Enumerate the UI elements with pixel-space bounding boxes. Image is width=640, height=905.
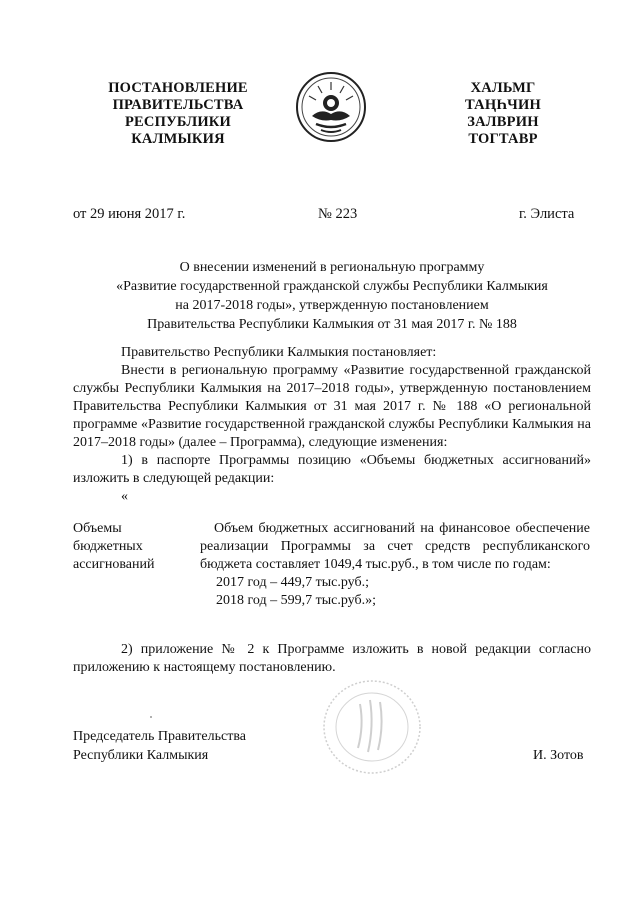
- table-value-text: Объем бюджетных ассигнований на финансовое обеспечение реализации Программы за счет средств республиканского бюджета составляет 1049,4 тыс.руб., в том числе по годам:: [200, 521, 590, 572]
- decree-number: № 223: [318, 206, 358, 222]
- table-label: [73, 520, 193, 574]
- signatory-position: [73, 727, 246, 765]
- signatory-position-line: Председатель Правительства: [73, 729, 246, 744]
- title-line: «Развитие государственной гражданской службы Республики Калмыкия: [116, 279, 548, 294]
- header-left-line: ПРАВИТЕЛЬСТВА: [112, 97, 244, 113]
- header-right-line: ЗАЛВРИН: [467, 114, 539, 130]
- signatory-name: И. Зотов: [533, 748, 584, 763]
- document-title: [70, 258, 594, 334]
- header-right: [438, 80, 568, 148]
- table-label-line: бюджетных: [73, 539, 143, 554]
- table-year-2018: 2018 год – 599,7 тыс.руб.»;: [216, 593, 376, 608]
- item-1-paragraph: 1) в паспорте Программы позицию «Объемы бюджетных ассигнований» изложить в следующей редакции:: [73, 453, 591, 486]
- header-right-line: ХАЛЬМГ: [470, 80, 536, 96]
- header-right-line: ТАҢҺЧИН: [465, 97, 541, 113]
- item-2-paragraph: 2) приложение № 2 к Программе изложить в новой редакции согласно приложению к настоящему постановлению.: [73, 642, 591, 675]
- official-seal-icon: [312, 676, 432, 778]
- resolves-line: Правительство Республики Калмыкия постановляет:: [121, 345, 437, 360]
- decree-place: г. Элиста: [519, 206, 575, 222]
- header-left: [92, 80, 264, 148]
- table-label-line: Объемы: [73, 521, 122, 536]
- header-left-line: РЕСПУБЛИКИ: [124, 114, 232, 130]
- kalmykia-emblem-icon: [294, 70, 368, 144]
- table-value: [200, 520, 590, 610]
- quote-open: «: [121, 489, 128, 504]
- table-label-line: ассигнований: [73, 557, 155, 572]
- document-body: [73, 344, 591, 506]
- title-line: Правительства Республики Калмыкия от 31 мая 2017 г. № 188: [147, 317, 517, 332]
- header-left-line: ПОСТАНОВЛЕНИЕ: [108, 80, 248, 96]
- scan-speck: [150, 716, 152, 718]
- header-right-line: ТОГТАВР: [468, 131, 538, 147]
- intro-paragraph: Внести в региональную программу «Развитие государственной гражданской службы Республики Калмыкия на 2017–2018 годы», утвержденную постановлением Правительства Республики Калмыкия от 31 мая 2017 г. № 188 «О региональной программе «Развитие государственной гражданской службы Республики Калмыкия на 2017–2018 годы» (далее – Программа), следующие изменения:: [73, 363, 591, 450]
- decree-date: от 29 июня 2017 г.: [73, 206, 186, 222]
- title-line: О внесении изменений в региональную программу: [179, 260, 485, 275]
- signatory-position-line: Республики Калмыкия: [73, 748, 209, 763]
- header-left-line: КАЛМЫКИЯ: [131, 131, 225, 147]
- title-line: на 2017-2018 годы», утвержденную постановлением: [175, 298, 489, 313]
- table-year-2017: 2017 год – 449,7 тыс.руб.;: [216, 575, 369, 590]
